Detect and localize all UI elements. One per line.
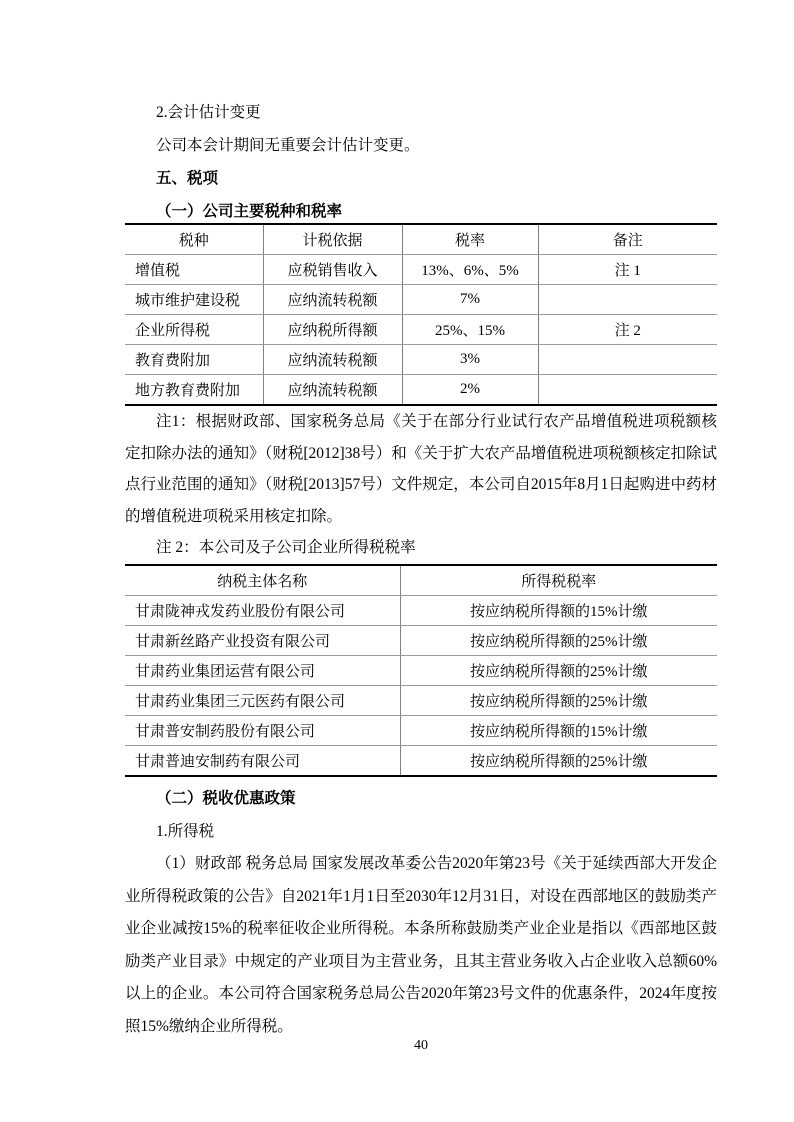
table-row [125,656,717,686]
table-cell: 甘肃药业集团三元医药有限公司 [125,686,400,716]
note-2-title: 注 2：本公司及子公司企业所得税税率 [156,539,416,556]
table-row [125,255,717,285]
table-row [125,375,717,406]
table-header-row [125,224,717,255]
table-cell: 应纳流转税额 [263,285,402,315]
page-number: 40 [414,1038,428,1053]
table-row [125,686,717,716]
table-row [125,345,717,375]
table-cell: 甘肃陇神戎发药业股份有限公司 [125,596,400,626]
table-cell: 2% [402,375,538,406]
table-cell [538,345,717,375]
table-row [125,285,717,315]
column-header: 计税依据 [263,224,402,255]
table-row [125,746,717,777]
table-cell [538,285,717,315]
table-cell: 注 2 [538,315,717,345]
table-cell: 地方教育费附加 [125,375,263,406]
table-cell: 7% [402,285,538,315]
column-header: 纳税主体名称 [125,565,400,596]
table-cell: 3% [402,345,538,375]
table-cell: 甘肃普安制药股份有限公司 [125,716,400,746]
table-cell: 25%、15% [402,315,538,345]
table-row [125,596,717,626]
paragraph-accounting-estimate-body: 公司本会计期间无重要会计估计变更。 [156,137,420,154]
column-header: 税种 [125,224,263,255]
table-cell: 按应纳税所得额的15%计缴 [400,716,717,746]
tax-incentive-paragraph: （1）财政部 税务总局 国家发展改革委公告2020年第23号《关于延续西部大开发企业所得税政策的公告》自2021年1月1日至2030年12月31日，对设在西部地区的鼓励类产业企业减按15%的税率征收企业所得税。本条所称鼓励类产业企业是指以《西部地区鼓励类产业目录》中规定的产业项目为主营业务，且其主营业务收入占企业收入总额60%以上的企业。本公司符合国家税务总局公告2020年第23号文件的优惠条件，2024年度按照15%缴纳企业所得税。 [125,855,717,1035]
paragraph-accounting-estimate-title: 2.会计估计变更 [156,104,261,121]
table-cell: 按应纳税所得额的15%计缴 [400,596,717,626]
income-tax-rate-table [125,564,717,777]
table-cell: 13%、6%、5% [402,255,538,285]
table-cell: 应纳流转税额 [263,375,402,406]
table-cell: 城市维护建设税 [125,285,263,315]
table-cell: 按应纳税所得额的25%计缴 [400,686,717,716]
table-cell: 应税销售收入 [263,255,402,285]
table-row [125,716,717,746]
table-cell: 甘肃新丝路产业投资有限公司 [125,626,400,656]
heading-main-taxes: （一）公司主要税种和税率 [156,203,343,220]
table-cell: 甘肃普迪安制药有限公司 [125,746,400,777]
table-cell: 应纳流转税额 [263,345,402,375]
table-cell: 增值税 [125,255,263,285]
subheading-income-tax: 1.所得税 [156,823,215,840]
table-cell: 按应纳税所得额的25%计缴 [400,656,717,686]
page-content [125,96,717,1043]
table-cell: 按应纳税所得额的25%计缴 [400,626,717,656]
table-cell: 注 1 [538,255,717,285]
column-header: 所得税税率 [400,565,717,596]
heading-tax-incentive: （二）税收优惠政策 [156,790,296,807]
table-cell: 企业所得税 [125,315,263,345]
table-header-row [125,565,717,596]
table-cell: 应纳税所得额 [263,315,402,345]
heading-tax-section: 五、税项 [156,170,219,187]
column-header: 税率 [402,224,538,255]
table-cell: 按应纳税所得额的25%计缴 [400,746,717,777]
main-taxes-table [125,223,717,406]
table-row [125,626,717,656]
column-header: 备注 [538,224,717,255]
table-cell [538,375,717,406]
table-row [125,315,717,345]
table-cell: 教育费附加 [125,345,263,375]
table-cell: 甘肃药业集团运营有限公司 [125,656,400,686]
note-1-paragraph: 注1：根据财政部、国家税务总局《关于在部分行业试行农产品增值税进项税额核定扣除办法的通知》（财税[2012]38号）和《关于扩大农产品增值税进项税额核定扣除试点行业范围的通知》（财税[2013]57号）文件规定，本公司自2015年8月1日起购进中药材的增值税进项税采用核定扣除。 [125,413,717,525]
